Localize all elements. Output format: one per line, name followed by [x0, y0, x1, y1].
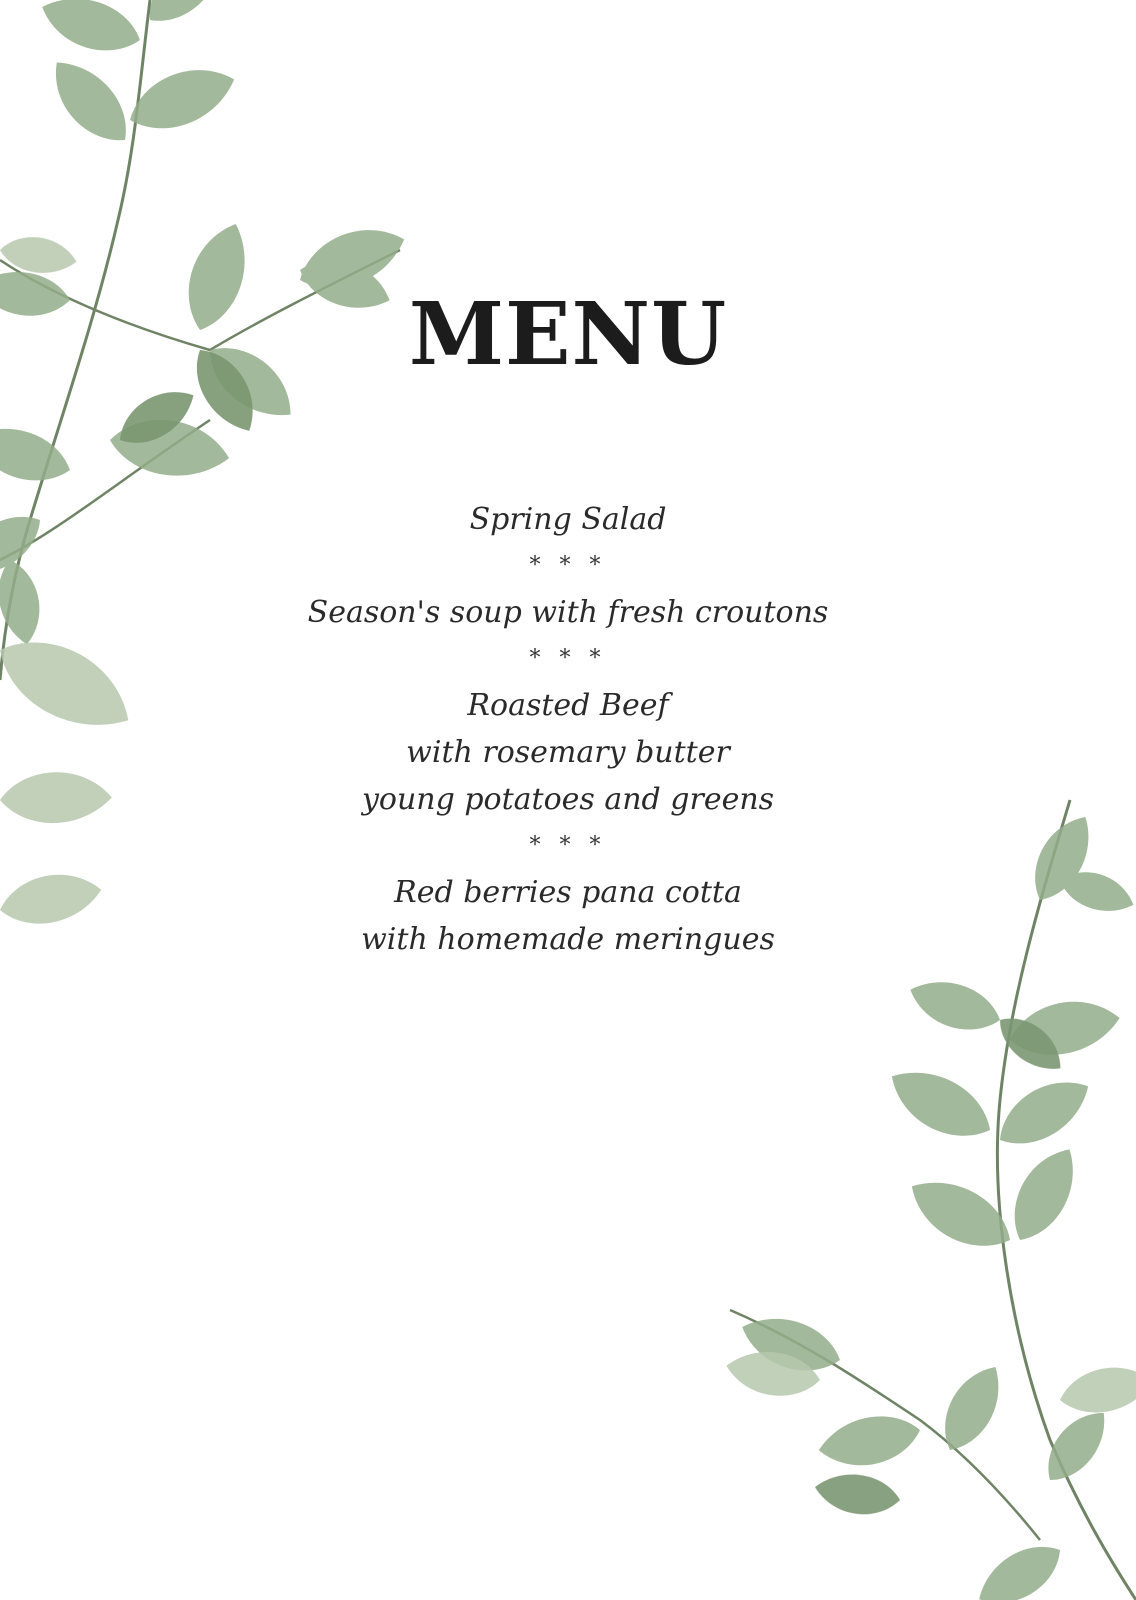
course-separator: * * *	[529, 646, 607, 671]
course-line: with rosemary butter	[406, 735, 730, 770]
course-dessert	[0, 869, 1136, 963]
course-line: Spring Salad	[469, 502, 667, 537]
course-main	[0, 682, 1136, 823]
course-line: Red berries pana cotta	[394, 875, 742, 910]
course-line: Roasted Beef	[467, 688, 669, 723]
course-separator: * * *	[529, 833, 607, 858]
menu-courses	[0, 496, 1136, 963]
course-line: Season's soup with fresh croutons	[307, 595, 829, 630]
course-soup	[0, 589, 1136, 636]
course-line: with homemade meringues	[361, 922, 775, 957]
course-separator: * * *	[529, 553, 607, 578]
course-line: young potatoes and greens	[361, 782, 775, 817]
menu-title: MENU	[408, 284, 728, 385]
course-starter	[0, 496, 1136, 543]
